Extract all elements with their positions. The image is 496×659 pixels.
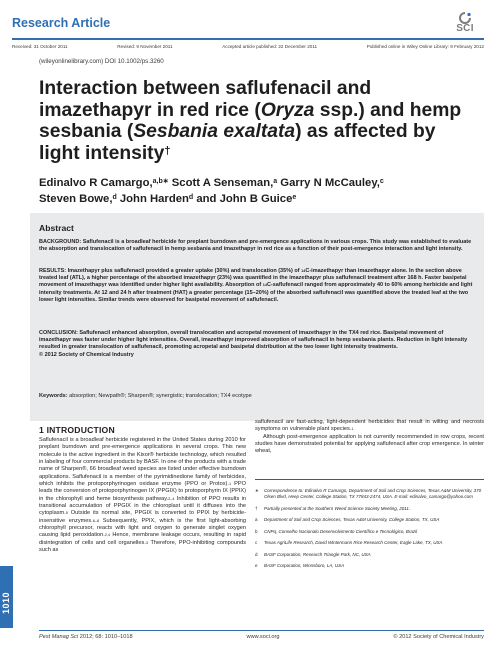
section-heading-introduction: 1 INTRODUCTION [39,425,115,435]
footnote-text: BASF Corporation, Winnsboro, LA, USA [264,563,345,568]
author-affiliation-mark[interactable]: c [379,178,384,185]
footnote-affiliation-d [255,552,484,558]
citation-text: 2012; 68: 1010–1018 [78,634,133,640]
citation-link[interactable]: 2,4 [104,533,111,538]
title-text-3: ) as affected by light intensity [39,121,436,164]
footnote-presented [255,506,484,512]
footnote-mark: e [255,563,258,568]
title-footnote-mark[interactable]: † [164,144,171,157]
body-text: PPO leads the conversion of protoporphyrinogen IX (PPGIX) to protoporphyrin IX (PPIX) in the chlorophyll and heme biosynthesis pathway. [39,481,246,502]
intro-left-column [39,437,246,555]
footnote-text: Department of Soil and Crop Sciences, Texas A&M University, College Station, TX, USA [264,517,440,523]
page-number-tab [0,566,13,628]
author-affiliation-mark[interactable]: d [112,193,117,201]
body-text: Subsequently, PPIX, which is the first light-absorbing chlorophyll precursor, reacts with light and oxygen to generate singlet oxygen causing lipid peroxidation. [39,517,246,539]
revised-date: Revised: 9 November 2011 [117,44,173,49]
footnote-mark: c [255,540,258,546]
keywords-line [39,393,476,399]
received-date: Received: 31 October 2011 [12,44,68,49]
author-name: John Harden [116,192,189,205]
author-name: Scott A Senseman, [168,177,274,189]
author-name: Edinalvo R Camargo, [39,177,153,189]
journal-name: Pest Manag Sci [39,634,79,640]
publication-dates [12,44,484,49]
footnote-mark: ∗ [255,488,259,493]
citation-link[interactable]: 3 [145,540,149,545]
footnote-mark: b [255,528,258,534]
body-text: Outside its normal site, PPGIX is converted to PPIX by herbicide-insensitive enzymes. [39,510,246,524]
footnote-text[interactable]: Correspondence to: Edinalvo R Camargo, Department of Soil and Crop Sciences, Texas A&M University, 370 Olsen Blvd, Heep Center, College Station, TX 77843-2474, USA. E-mail: edinalvo_camargo@yahoo.com [264,488,482,500]
abstract-copyright: © 2012 Society of Chemical Industry [39,351,134,358]
title-italic-2: Sesbania exaltata [133,121,296,142]
page-number: 1010 [1,591,11,614]
footnote-affiliation-b [255,529,484,535]
abstract-text: C-saflufenacil ranged from approximately 40 to 60% among herbicide and light intensity treatments. At 12 and 24 h after treatment (HAT) a greater percentage (15–20%) of the absorbed saflufenacil was quantified above the treated leaf at the two lower light intensities. Similar trends were observed for basipetal movement of saflufenacil. [39,282,473,303]
footnote-affiliation-e [255,563,484,569]
author-name: Garry N McCauley, [277,177,380,189]
footer-divider [39,630,484,631]
author-affiliation-mark[interactable]: a,b∗ [152,178,169,185]
accepted-date: Accepted article published: 22 December 2011 [222,44,318,49]
citation-link[interactable]: 1 [351,427,354,432]
published-date: Published online in Wiley Online Library: 9 February 2012 [366,44,484,49]
abstract-text: Saflufenacil enhanced absorption, overall translocation and acropetal movement of imazethapyr in the TX4 red rice. Basipetal movement of imazethapyr was faster under higher light intensities. Overall, imazethapyr improved absorption of saflufenacil in hemp sesbania plants. Reduction in light intensity resulted in greater translocation of saflufenacil, promoting acropetal and basipetal distribution at the two lower light intensity treatments. [39,330,468,351]
footnote-affiliation-a [255,517,484,523]
footer-website[interactable]: www.soci.org [246,634,280,640]
footnote-text: Partially presented at the Southern Weed Science Society Meeting, 2011. [264,505,411,511]
isotope-superscript: 14 [262,283,267,288]
footnote-mark: a [255,517,258,523]
abstract-text: Saflufenacil is a broadleaf herbicide for preplant burndown and pre-emergence applications in various crops. This study was established to evaluate the absorption and translocation of saflufenacil in hemp sesbania and imazethapyr in red rice as a function of their post-emergence interaction and light intensity. [39,239,472,253]
footnotes [255,488,484,574]
author-list [39,176,479,207]
footnote-correspondence [255,488,484,500]
article-title [39,78,479,164]
author-name: Steven Bowe, [39,192,113,205]
footer-copyright: © 2012 Society of Chemical Industry [393,634,484,640]
title-italic-1: Oryza [260,99,315,121]
author-name: and John B Guice [193,192,293,205]
footnote-mark: d [255,551,258,557]
body-paragraph: Although post-emergence application is not currently recommended in row crops, recent studies have demonstrated potential for applying saflufenacil after crop emergence. In winter wheat, [255,433,484,455]
citation-link[interactable]: 2–4 [168,496,175,501]
header-divider [12,38,484,40]
footnote-mark: † [255,505,258,511]
abstract-lead: RESULTS: [39,268,67,274]
abstract-background [39,239,476,253]
article-type-label: Research Article [12,16,111,30]
keywords-label: Keywords: [39,393,68,399]
abstract-text: Imazethapyr plus saflufenacil provided a greater uptake (30%) and translocation (35%) of [66,268,302,274]
title-text-2: ssp.) and hemp sesbania ( [39,99,462,142]
body-text: saflufenacil are fast-acting, light-dependent herbicides that result in wilting and necrosis symptoms on vulnerable plant species. [255,419,484,433]
body-text: Saflufenacil is a broadleaf herbicide registered in the United States during 2010 for preplant burndown and pre-emergence applications in several crops. This new molecule is the active ingredient in the Kixor® herbicide technology, which resulted in labeling of four commercial products by BASF. In one of the products with a trade name of Sharpen®, 66 broadleaf weed species are listed under effective burndown applications. Saflufenacil is a member of the pyrimidinedione family of herbicides, which inhibits the protoporphyrinogen oxidase enzyme (PPO or Protox). [39,437,246,488]
abstract-lead: BACKGROUND: [39,239,82,245]
body-paragraph [255,419,484,434]
sci-logo [450,12,480,38]
citation-link[interactable]: 5 [65,511,68,516]
body-text: Hence, membrane leakage occurs, resulting in rapid disintegration of cells and cell organelles. [39,532,246,546]
body-text: Therefore, PPO-inhibiting compounds such as [39,539,246,554]
intro-right-column [255,419,484,456]
citation-link[interactable]: 6–8 [92,518,100,523]
footer-citation [39,634,133,640]
author-affiliation-mark[interactable]: e [292,193,297,201]
abstract-text: C-imazethapyr than imazethapyr alone. In the section above treated leaf (ATL), a higher percentage of the absorbed imazethapyr (23%) was quantified in the imazethapyr plus saflufenacil treatment after 168 h. Faster basipetal movement of imazethapyr was identified under higher light availability. Absorption of [39,268,467,289]
footnote-divider [255,479,484,480]
author-affiliation-mark[interactable]: a [273,178,278,185]
doi-line[interactable]: (wileyonlinelibrary.com) DOI 10.1002/ps.3260 [39,58,164,65]
footnote-text: Texas AgriLife Research, David Wintermann Rice Research Center, Eagle Lake, TX, USA [264,540,443,546]
page-footer [39,634,484,640]
abstract-conclusion [39,330,476,359]
isotope-superscript: 14 [301,269,306,273]
footnote-text: CNPq, Conselho Nacionalo Desenvolvimento Científico e Tecnológico, Brazil [264,528,418,534]
abstract-heading: Abstract [39,223,74,233]
footnote-affiliation-c [255,540,484,546]
keywords-text: absorption; Newpath®; Sharpen®; synergistic; translocation; TX4 ecotype [67,393,252,399]
journal-header [12,12,484,34]
abstract-lead: CONCLUSION: [39,330,78,336]
body-text: Inhibition of PPO results in transitional accumulation of PPGIX in the chloroplast until it diffuses into the cytoplasm. [39,495,246,517]
author-affiliation-mark[interactable]: d [188,193,194,201]
title-text-1: Interaction between saflufenacil and imazethapyr in red rice ( [39,78,372,121]
sci-logo-text: SCI [456,23,474,34]
citation-link[interactable]: 1 [228,482,232,487]
footnote-text: BASF Corporation, Research Triangle Park, NC, USA [264,551,371,557]
abstract-results [39,268,476,304]
